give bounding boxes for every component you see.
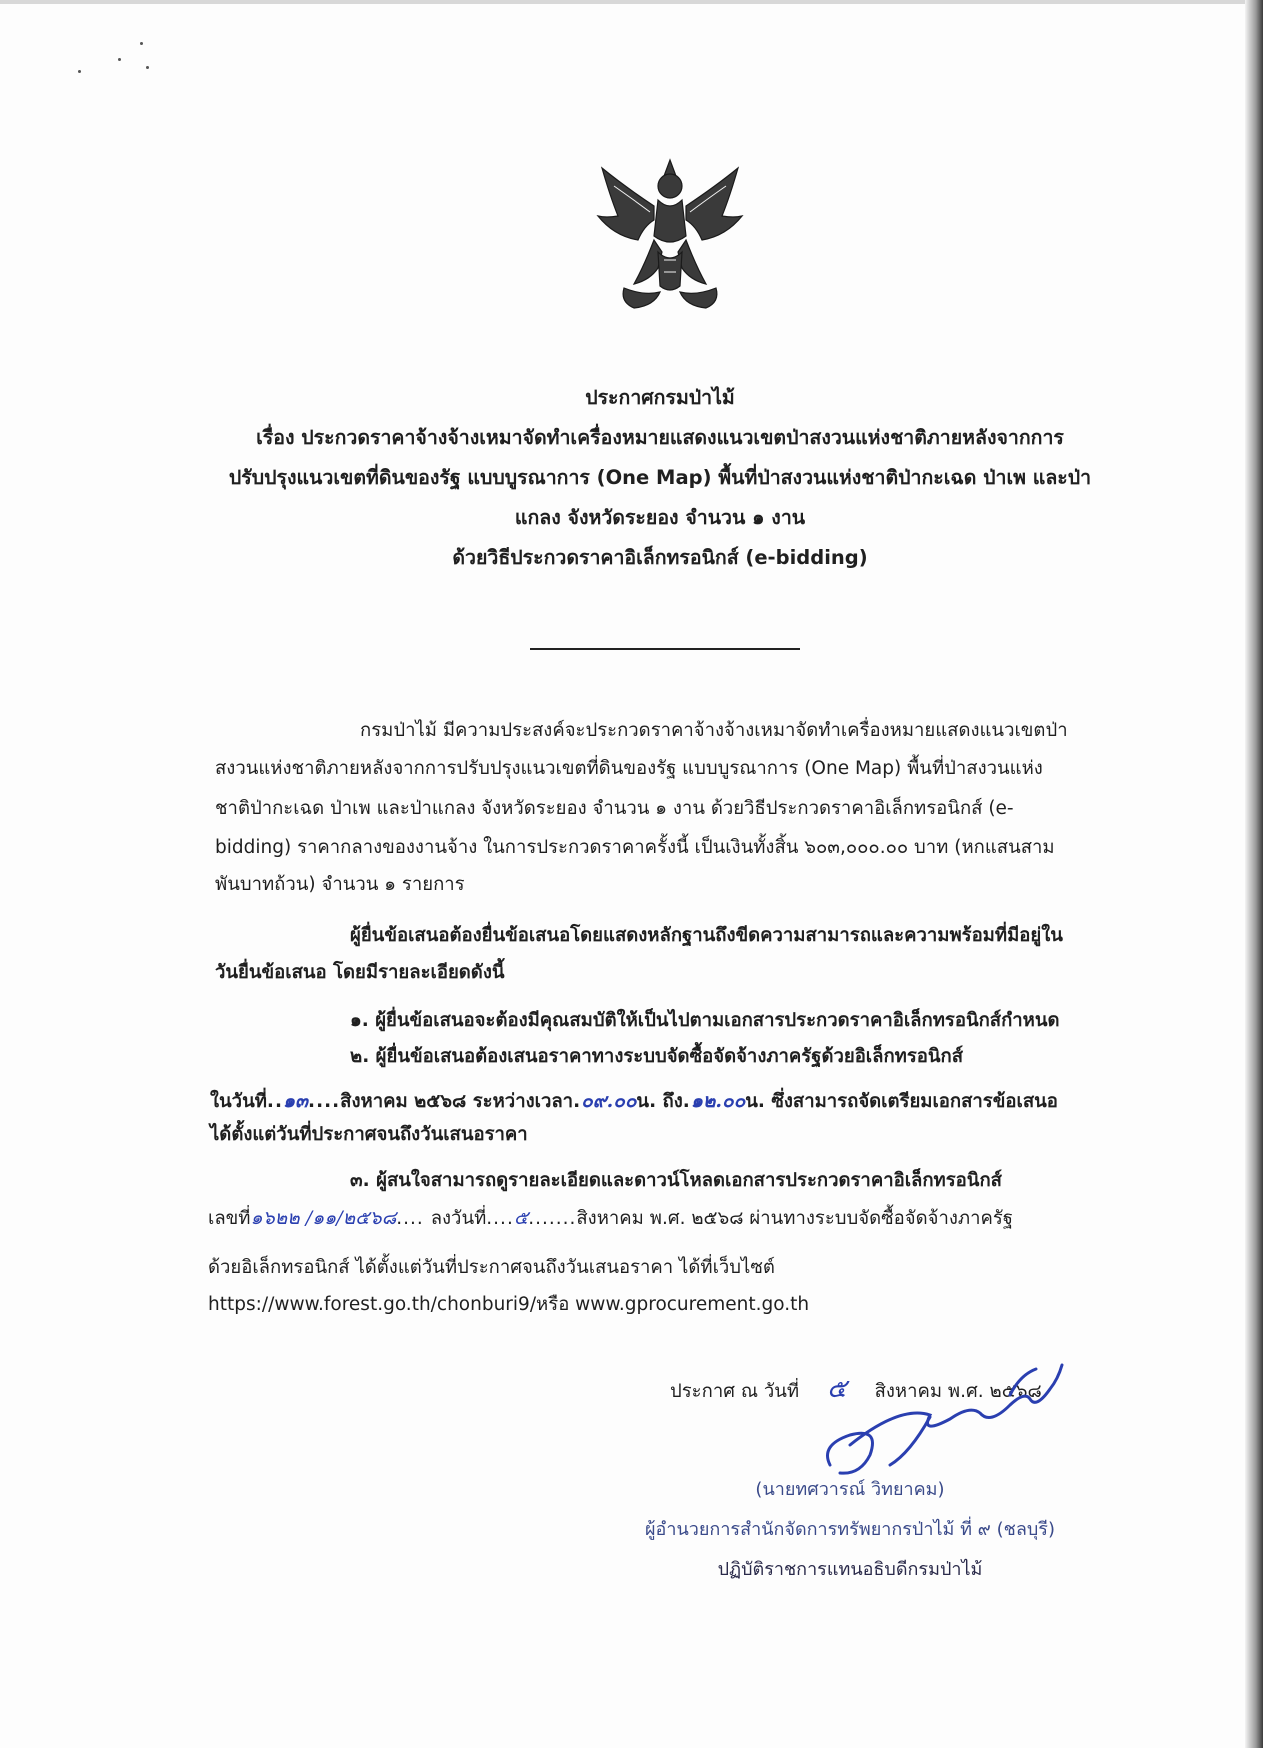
handwritten-date: ๑๓: [282, 1090, 309, 1112]
org-title: ประกาศกรมป่าไม้: [585, 386, 735, 409]
scan-speck: [78, 70, 81, 73]
paragraph-1-line: สงวนแห่งชาติภายหลังจากการปรับปรุงแนวเขตที่ดินของรัฐ แบบบูรณาการ (One Map) พื้นที่ป่าสงวนแห่ง: [215, 758, 1043, 779]
announce-suffix: สิงหาคม พ.ศ. ๒๕๖๘: [874, 1381, 1042, 1402]
paragraph-1-line: bidding) ราคากลางของงานจ้าง ในการประกวดราคาครั้งนี้ เป็นเงินทั้งสิ้น ๖๐๓,๐๐๐.๐๐ บาท (หกแสนสาม: [215, 837, 1055, 858]
time-mid: น. ถึง: [636, 1091, 683, 1112]
dotted-fill: .: [682, 1091, 691, 1112]
dotted-fill: ....: [396, 1208, 431, 1229]
handwritten-announce-day: ๕: [827, 1374, 847, 1404]
requirement-item-1: ๑. ผู้ยื่นข้อเสนอจะต้องมีคุณสมบัติให้เป็นไปตามเอกสารประกวดราคาอิเล็กทรอนิกส์กำหนด: [350, 1010, 1060, 1031]
doc-no-prefix: เลขที่: [208, 1208, 251, 1229]
paragraph-1-line: พันบาทถ้วน) จำนวน ๑ รายการ: [215, 874, 465, 895]
subject-line: ด้วยวิธีประกวดราคาอิเล็กทรอนิกส์ (e-bidding): [452, 546, 868, 569]
paragraph-1-line: กรมป่าไม้ มีความประสงค์จะประกวดราคาจ้างจ้างเหมาจัดทำเครื่องหมายแสดงแนวเขตป่า: [360, 720, 1068, 741]
dotted-fill: .: [573, 1091, 582, 1112]
date-suffix: น. ซึ่งสามารถจัดเตรียมเอกสารข้อเสนอ: [745, 1091, 1058, 1112]
scan-edge-top: [0, 0, 1263, 4]
scan-speck: [146, 66, 149, 69]
requirement-item-3-doc-no: [208, 1199, 1013, 1238]
dotted-fill: ....: [308, 1091, 341, 1112]
subject-line: แกลง จังหวัดระยอง จำนวน ๑ งาน: [514, 506, 806, 529]
announce-prefix: ประกาศ ณ วันที่: [670, 1381, 800, 1402]
announcement-title-block: [150, 378, 1170, 578]
doc-date-suffix: สิงหาคม พ.ศ. ๒๕๖๘ ผ่านทางระบบจัดซื้อจัดจ้างภาครัฐ: [576, 1208, 1014, 1229]
signatory-block: [600, 1470, 1100, 1590]
signature-mark: [810, 1335, 1080, 1485]
scan-edge-right: [1245, 0, 1263, 1748]
requirement-item-3-line3: ด้วยอิเล็กทรอนิกส์ ได้ตั้งแต่วันที่ประกาศจนถึงวันเสนอราคา ได้ที่เว็บไซต์: [208, 1257, 775, 1278]
paragraph-1-line: ชาติป่ากะเฉด ป่าเพ และป่าแกลง จังหวัดระยอง จำนวน ๑ งาน ด้วยวิธีประกวดราคาอิเล็กทรอนิกส์ (e-: [215, 798, 1014, 819]
requirement-item-2: ๒. ผู้ยื่นข้อเสนอต้องเสนอราคาทางระบบจัดซื้อจัดจ้างภาครัฐด้วยอิเล็กทรอนิกส์: [350, 1046, 964, 1067]
signer-position: ผู้อำนวยการสำนักจัดการทรัพยากรป่าไม้ ที่ ๙ (ชลบุรี): [645, 1519, 1055, 1540]
signed-prefix: ลงวันที่: [430, 1208, 487, 1229]
dotted-fill: .......: [528, 1208, 577, 1229]
title-divider: [530, 648, 800, 650]
subject-line: ปรับปรุงแนวเขตที่ดินของรัฐ แบบบูรณาการ (One Map) พื้นที่ป่าสงวนแห่งชาติป่ากะเฉด ป่าเพ และป่า: [228, 466, 1092, 489]
scan-speck: [118, 58, 121, 61]
requirement-item-3: ๓. ผู้สนใจสามารถดูรายละเอียดและดาวน์โหลดเอกสารประกวดราคาอิเล็กทรอนิกส์: [350, 1170, 1002, 1191]
dotted-fill: ..: [266, 1091, 283, 1112]
handwritten-signed-day: ๕: [513, 1207, 529, 1229]
date-prefix: ในวันที่: [210, 1091, 267, 1112]
dotted-fill: ....: [486, 1208, 514, 1229]
scan-speck: [140, 42, 143, 45]
handwritten-time-to: ๑๒.๐๐: [690, 1090, 746, 1112]
handwritten-doc-no: ๑๖๒๒ /๑๑/๒๕๖๘: [250, 1207, 397, 1229]
handwritten-time-from: ๐๙.๐๐: [581, 1090, 637, 1112]
website-links: https://www.forest.go.th/chonburi9/หรือ www.gprocurement.go.th: [208, 1294, 810, 1315]
requirement-item-2-line3: ได้ตั้งแต่วันที่ประกาศจนถึงวันเสนอราคา: [210, 1124, 528, 1145]
signer-name: (นายทศวารณ์ วิทยาคม): [755, 1479, 945, 1500]
garuda-emblem-icon: [594, 156, 746, 316]
signer-acting: ปฏิบัติราชการแทนอธิบดีกรมป่าไม้: [717, 1559, 983, 1580]
paragraph-2-line: ผู้ยื่นข้อเสนอต้องยื่นข้อเสนอโดยแสดงหลักฐานถึงขีดความสามารถและความพร้อมที่มีอยู่ใน: [350, 925, 1063, 946]
date-mid: สิงหาคม ๒๕๖๘ ระหว่างเวลา: [340, 1091, 574, 1112]
paragraph-2-line: วันยื่นข้อเสนอ โดยมีรายละเอียดดังนี้: [215, 962, 505, 983]
subject-line: เรื่อง ประกวดราคาจ้างจ้างเหมาจัดทำเครื่องหมายแสดงแนวเขตป่าสงวนแห่งชาติภายหลังจากการ: [256, 426, 1064, 449]
